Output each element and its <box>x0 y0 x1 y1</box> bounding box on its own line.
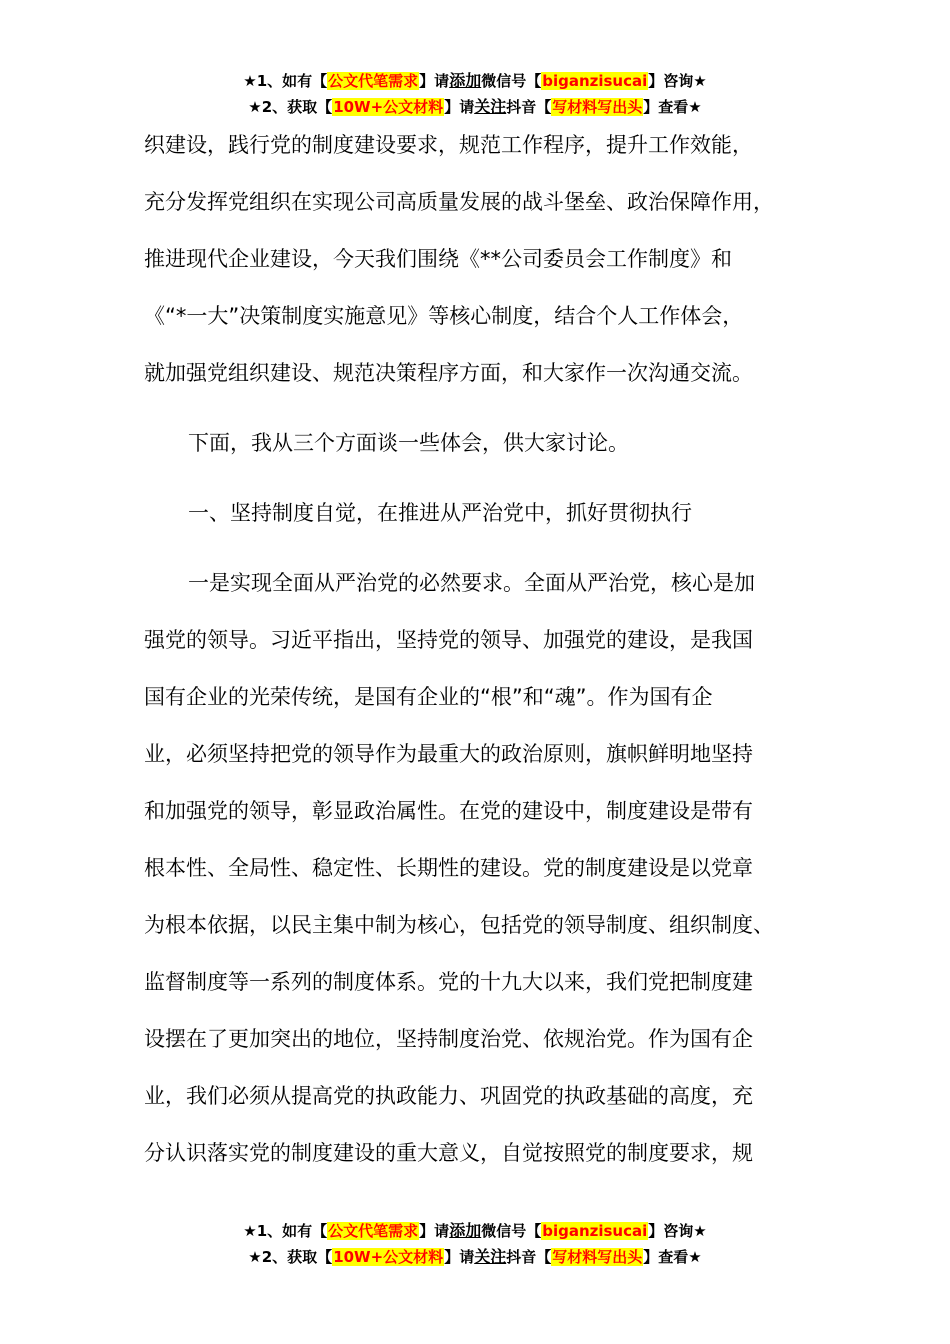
body-line: 《“*一大”决策制度实施意见》等核心制度，结合个人工作体会， <box>144 304 744 328</box>
highlight-service: 公文代笔需求 <box>328 1222 419 1240</box>
footer-banner <box>0 1218 950 1270</box>
banner-text: 】查看★ <box>643 98 702 116</box>
underlined-word: 关注 <box>474 97 507 116</box>
body-line: 分认识落实党的制度建设的重大意义，自觉按照党的制度要求，规 <box>144 1141 753 1165</box>
header-banner <box>0 68 950 120</box>
highlight-wechat-id: biganzisucai <box>542 72 648 90</box>
footer-line-1 <box>0 1218 950 1244</box>
highlight-douyin-account: 写材料写出头 <box>552 1248 643 1266</box>
banner-text: 抖音【 <box>506 98 552 116</box>
banner-text: 】请 <box>419 72 450 90</box>
body-line: 织建设，践行党的制度建设要求，规范工作程序，提升工作效能， <box>144 133 753 157</box>
highlight-wechat-id: biganzisucai <box>542 1222 648 1240</box>
body-line: 充分发挥党组织在实现公司高质量发展的战斗堡垒、政治保障作用， <box>144 190 774 214</box>
highlight-service: 公文代笔需求 <box>328 72 419 90</box>
body-line: 就加强党组织建设、规范决策程序方面，和大家作一次沟通交流。 <box>144 361 753 385</box>
document-body <box>144 117 834 1182</box>
underlined-word: 关注 <box>474 1247 507 1266</box>
banner-text: 微信号【 <box>481 72 542 90</box>
banner-text: 微信号【 <box>481 1222 542 1240</box>
body-line: 一是实现全面从严治党的必然要求。全面从严治党，核心是加 <box>188 571 755 595</box>
banner-text: ★2、获取【 <box>248 1248 333 1266</box>
highlight-materials: 10W+公文材料 <box>333 1248 444 1266</box>
body-line: 监督制度等一系列的制度体系。党的十九大以来，我们党把制度建 <box>144 970 753 994</box>
banner-text: 】请 <box>444 1248 475 1266</box>
banner-text: 】请 <box>444 98 475 116</box>
body-line: 国有企业的光荣传统，是国有企业的“根”和“魂”。作为国有企 <box>144 685 713 709</box>
banner-text: ★1、如有【 <box>243 1222 328 1240</box>
banner-text: ★1、如有【 <box>243 72 328 90</box>
body-line: 根本性、全局性、稳定性、长期性的建设。党的制度建设是以党章 <box>144 856 753 880</box>
body-line: 设摆在了更加突出的地位，坚持制度治党、依规治党。作为国有企 <box>144 1027 753 1051</box>
banner-text: 】请 <box>419 1222 450 1240</box>
banner-text: 】咨询★ <box>648 72 707 90</box>
header-line-1 <box>0 68 950 94</box>
section-heading: 一、坚持制度自觉，在推进从严治党中，抓好贯彻执行 <box>188 501 692 525</box>
body-line: 强党的领导。习近平指出，坚持党的领导、加强党的建设，是我国 <box>144 628 753 652</box>
banner-text: ★2、获取【 <box>248 98 333 116</box>
body-line: 和加强党的领导，彰显政治属性。在党的建设中，制度建设是带有 <box>144 799 753 823</box>
highlight-douyin-account: 写材料写出头 <box>552 98 643 116</box>
banner-text: 】查看★ <box>643 1248 702 1266</box>
banner-text: 】咨询★ <box>648 1222 707 1240</box>
body-line: 业，必须坚持把党的领导作为最重大的政治原则，旗帜鲜明地坚持 <box>144 742 753 766</box>
body-line: 推进现代企业建设，今天我们围绕《**公司委员会工作制度》和 <box>144 247 732 271</box>
footer-line-2 <box>0 1244 950 1270</box>
banner-text: 抖音【 <box>506 1248 552 1266</box>
highlight-materials: 10W+公文材料 <box>333 98 444 116</box>
underlined-word: 添加 <box>449 71 482 90</box>
body-line: 业，我们必须从提高党的执政能力、巩固党的执政基础的高度，充 <box>144 1084 753 1108</box>
underlined-word: 添加 <box>449 1221 482 1240</box>
body-line: 下面，我从三个方面谈一些体会，供大家讨论。 <box>188 431 629 455</box>
body-line: 为根本依据，以民主集中制为核心，包括党的领导制度、组织制度、 <box>144 913 774 937</box>
